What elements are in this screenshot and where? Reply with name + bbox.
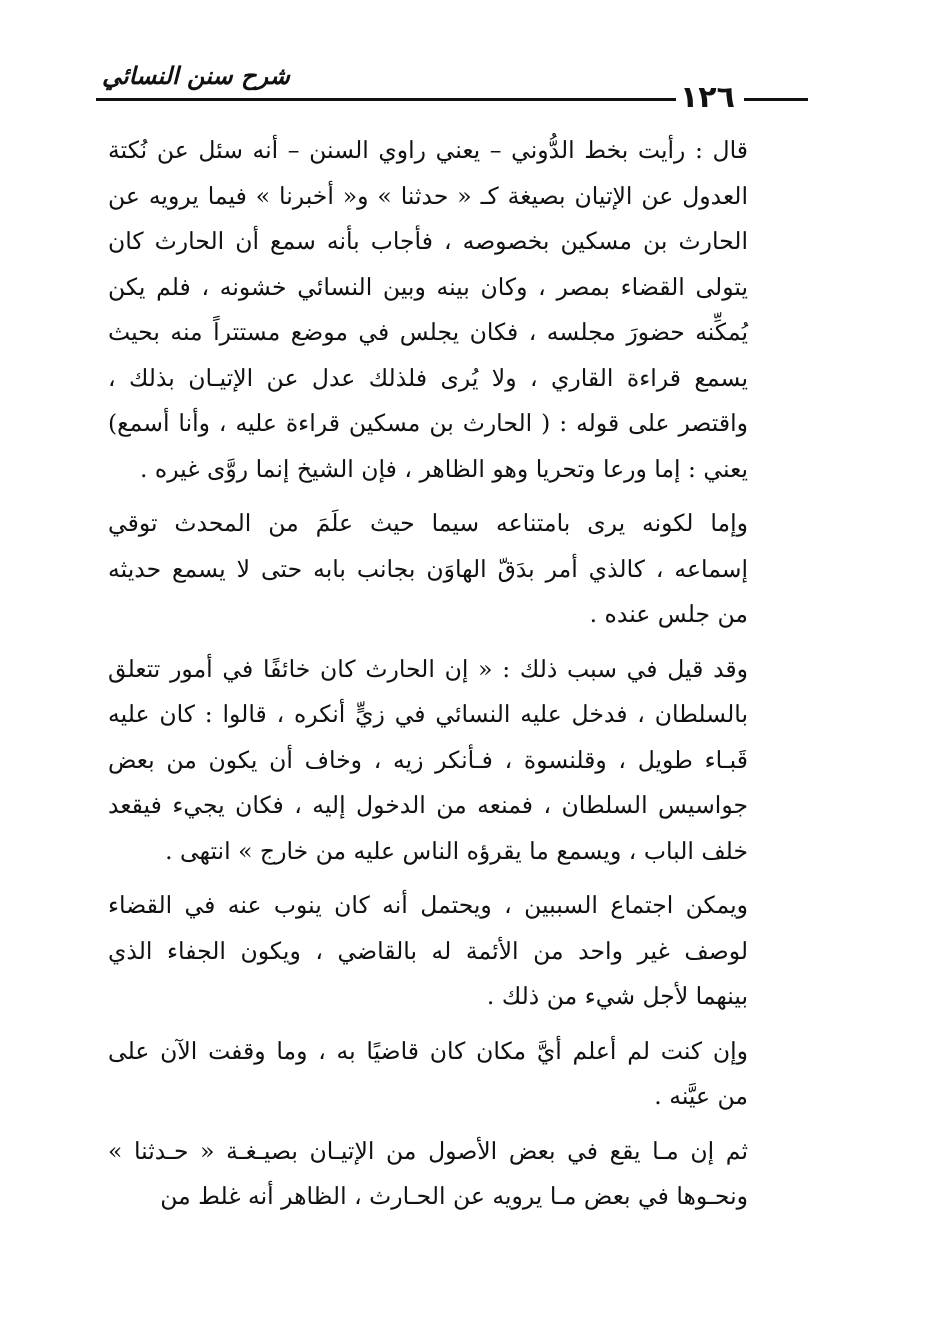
- paragraph: [108, 647, 748, 875]
- text-line: يعني : إما ورعا وتحريا وهو الظاهر ، فإن الشيخ إنما روَّى غيره .: [139, 454, 748, 483]
- text-line: بالسلطان ، فدخل عليه النسائي في زيٍّ أنكره ، قالوا : كان عليه: [108, 700, 748, 728]
- text-line: العدول عن الإتيان بصيغة كـ « حدثنا » و« أخبرنا » فيما يرويه عن: [108, 181, 748, 210]
- page-number: ١٢٦: [676, 80, 739, 116]
- text-line: من جلس عنده .: [589, 600, 748, 628]
- text-line: واقتصر على قوله : ( الحارث بن مسكين قراءة عليه ، وأنا أسمع): [108, 409, 748, 437]
- paragraph: [108, 1129, 748, 1220]
- paragraph: [108, 883, 748, 1020]
- text-line: جواسيس السلطان ، فمنعه من الدخول إليه ، فكان يجيء فيقعد: [108, 791, 749, 819]
- text-line: لوصف غير واحد من الأئمة له بالقاضي ، ويكون الجفاء الذي: [108, 936, 748, 965]
- text-line: يسمع قراءة القاري ، ولا يُرى فلذلك عدل عن الإتيـان بذلك ،: [108, 363, 748, 392]
- running-header: [96, 60, 812, 115]
- paragraph: [108, 1029, 748, 1120]
- text-line: وقد قيل في سبب ذلك : « إن الحارث كان خائفًا في أمور تتعلق: [108, 654, 748, 683]
- body-text: [108, 128, 748, 1220]
- paragraph: [108, 501, 748, 638]
- text-line: الحارث بن مسكين بخصوصه ، فأجاب بأنه سمع أن الحارث كان: [108, 227, 748, 255]
- text-line: قَبـاء طويل ، وقلنسوة ، فـأنكر زيه ، وخاف أن يكون من بعض: [108, 745, 748, 774]
- book-title: شرح سنن النسائي: [102, 62, 290, 90]
- text-line: ويمكن اجتماع السببين ، ويحتمل أنه كان ينوب عنه في القضاء: [108, 891, 748, 919]
- text-line: ثم إن مـا يقع في بعض الأصول من الإتيـان بصيـغـة « حـدثنا »: [108, 1136, 748, 1165]
- text-line: ونحـوها في بعض مـا يرويه عن الحـارث ، الظاهر أنه غلط من: [160, 1182, 748, 1210]
- text-line: يُمكِّنه حضورَ مجلسه ، فكان يجلس في موضع مستتراً منه بحيث: [108, 318, 748, 346]
- text-line: قال : رأيت بخط الدُّوني – يعني راوي السنن – أنه سئل عن نُكتة: [108, 136, 748, 164]
- text-line: إسماعه ، كالذي أمر بدَقّ الهاوَن بجانب بابه حتى لا يسمع حديثه: [108, 554, 748, 583]
- text-line: خلف الباب ، ويسمع ما يقرؤه الناس عليه من خارج » انتهى .: [165, 836, 748, 865]
- text-line: وإما لكونه يرى بامتناعه سيما حيث علَمَ من المحدث توقي: [108, 509, 748, 537]
- text-line: من عيَّنه .: [654, 1082, 748, 1110]
- text-line: يتولى القضاء بمصر ، وكان بينه وبين النسائي خشونه ، فلم يكن: [108, 272, 748, 301]
- header-rule-short: [744, 98, 808, 101]
- text-line: بينهما لأجل شيء من ذلك .: [486, 982, 748, 1010]
- header-rule: [96, 98, 718, 101]
- paragraph: [108, 128, 748, 492]
- text-line: وإن كنت لم أعلم أيَّ مكان كان قاضيًا به ، وما وقفت الآن على: [108, 1036, 748, 1065]
